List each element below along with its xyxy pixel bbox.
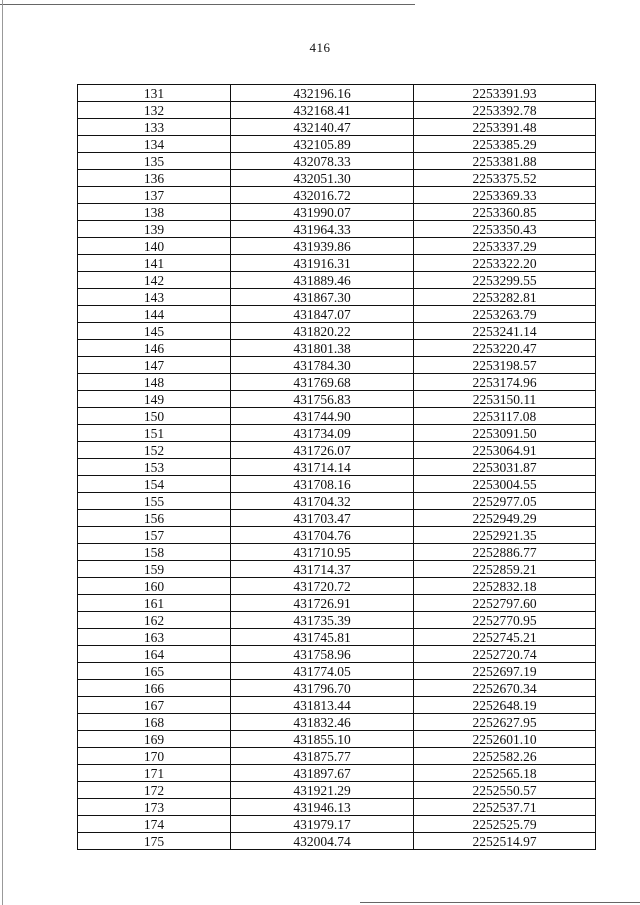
table-row xyxy=(78,442,596,459)
page-number: 416 xyxy=(309,40,331,55)
x-coordinate-cell: 431939.86 xyxy=(231,238,414,255)
y-coordinate-cell: 2253391.93 xyxy=(414,85,596,102)
x-coordinate-cell: 431813.44 xyxy=(231,697,414,714)
x-coordinate-cell: 431726.07 xyxy=(231,442,414,459)
y-coordinate-cell: 2252770.95 xyxy=(414,612,596,629)
y-coordinate-cell: 2253091.50 xyxy=(414,425,596,442)
x-coordinate-cell: 431921.29 xyxy=(231,782,414,799)
x-coordinate-cell: 432078.33 xyxy=(231,153,414,170)
y-coordinate-cell: 2252537.71 xyxy=(414,799,596,816)
table-row xyxy=(78,255,596,272)
point-number-cell: 174 xyxy=(78,816,231,833)
x-coordinate-cell: 431708.16 xyxy=(231,476,414,493)
point-number-cell: 131 xyxy=(78,85,231,102)
point-number-cell: 152 xyxy=(78,442,231,459)
point-number-cell: 165 xyxy=(78,663,231,680)
y-coordinate-cell: 2253004.55 xyxy=(414,476,596,493)
table-row xyxy=(78,323,596,340)
coordinates-table-body xyxy=(78,85,596,850)
x-coordinate-cell: 431726.91 xyxy=(231,595,414,612)
y-coordinate-cell: 2252514.97 xyxy=(414,833,596,850)
table-row xyxy=(78,816,596,833)
table-row xyxy=(78,748,596,765)
table-row xyxy=(78,765,596,782)
point-number-cell: 144 xyxy=(78,306,231,323)
point-number-cell: 160 xyxy=(78,578,231,595)
y-coordinate-cell: 2253241.14 xyxy=(414,323,596,340)
top-border-line xyxy=(0,4,415,5)
bottom-border-line xyxy=(360,902,640,903)
table-row xyxy=(78,493,596,510)
point-number-cell: 138 xyxy=(78,204,231,221)
y-coordinate-cell: 2253385.29 xyxy=(414,136,596,153)
table-row xyxy=(78,476,596,493)
table-row xyxy=(78,289,596,306)
table-row xyxy=(78,85,596,102)
y-coordinate-cell: 2253220.47 xyxy=(414,340,596,357)
point-number-cell: 140 xyxy=(78,238,231,255)
point-number-cell: 141 xyxy=(78,255,231,272)
y-coordinate-cell: 2253282.81 xyxy=(414,289,596,306)
point-number-cell: 147 xyxy=(78,357,231,374)
x-coordinate-cell: 431796.70 xyxy=(231,680,414,697)
x-coordinate-cell: 431990.07 xyxy=(231,204,414,221)
x-coordinate-cell: 431946.13 xyxy=(231,799,414,816)
table-row xyxy=(78,136,596,153)
table-row xyxy=(78,561,596,578)
table-row xyxy=(78,595,596,612)
point-number-cell: 161 xyxy=(78,595,231,612)
y-coordinate-cell: 2252627.95 xyxy=(414,714,596,731)
point-number-cell: 169 xyxy=(78,731,231,748)
point-number-cell: 172 xyxy=(78,782,231,799)
x-coordinate-cell: 432016.72 xyxy=(231,187,414,204)
y-coordinate-cell: 2253150.11 xyxy=(414,391,596,408)
y-coordinate-cell: 2252921.35 xyxy=(414,527,596,544)
y-coordinate-cell: 2253299.55 xyxy=(414,272,596,289)
y-coordinate-cell: 2253392.78 xyxy=(414,102,596,119)
point-number-cell: 133 xyxy=(78,119,231,136)
table-row xyxy=(78,187,596,204)
x-coordinate-cell: 431720.72 xyxy=(231,578,414,595)
x-coordinate-cell: 431704.76 xyxy=(231,527,414,544)
x-coordinate-cell: 431714.37 xyxy=(231,561,414,578)
point-number-cell: 146 xyxy=(78,340,231,357)
x-coordinate-cell: 431897.67 xyxy=(231,765,414,782)
point-number-cell: 139 xyxy=(78,221,231,238)
table-row xyxy=(78,578,596,595)
x-coordinate-cell: 431847.07 xyxy=(231,306,414,323)
y-coordinate-cell: 2253198.57 xyxy=(414,357,596,374)
x-coordinate-cell: 432105.89 xyxy=(231,136,414,153)
x-coordinate-cell: 431801.38 xyxy=(231,340,414,357)
x-coordinate-cell: 431745.81 xyxy=(231,629,414,646)
y-coordinate-cell: 2253375.52 xyxy=(414,170,596,187)
y-coordinate-cell: 2252886.77 xyxy=(414,544,596,561)
y-coordinate-cell: 2252550.57 xyxy=(414,782,596,799)
table-row xyxy=(78,663,596,680)
point-number-cell: 142 xyxy=(78,272,231,289)
table-row xyxy=(78,646,596,663)
x-coordinate-cell: 431875.77 xyxy=(231,748,414,765)
x-coordinate-cell: 431734.09 xyxy=(231,425,414,442)
y-coordinate-cell: 2252582.26 xyxy=(414,748,596,765)
point-number-cell: 173 xyxy=(78,799,231,816)
x-coordinate-cell: 432051.30 xyxy=(231,170,414,187)
y-coordinate-cell: 2253174.96 xyxy=(414,374,596,391)
point-number-cell: 163 xyxy=(78,629,231,646)
point-number-cell: 159 xyxy=(78,561,231,578)
table-row xyxy=(78,425,596,442)
point-number-cell: 135 xyxy=(78,153,231,170)
point-number-cell: 157 xyxy=(78,527,231,544)
x-coordinate-cell: 431979.17 xyxy=(231,816,414,833)
y-coordinate-cell: 2253117.08 xyxy=(414,408,596,425)
table-row xyxy=(78,833,596,850)
table-row xyxy=(78,374,596,391)
y-coordinate-cell: 2253369.33 xyxy=(414,187,596,204)
x-coordinate-cell: 431756.83 xyxy=(231,391,414,408)
point-number-cell: 168 xyxy=(78,714,231,731)
table-row xyxy=(78,510,596,527)
point-number-cell: 132 xyxy=(78,102,231,119)
x-coordinate-cell: 431867.30 xyxy=(231,289,414,306)
y-coordinate-cell: 2252745.21 xyxy=(414,629,596,646)
x-coordinate-cell: 432168.41 xyxy=(231,102,414,119)
table-row xyxy=(78,153,596,170)
table-row xyxy=(78,102,596,119)
table-row xyxy=(78,527,596,544)
y-coordinate-cell: 2253337.29 xyxy=(414,238,596,255)
point-number-cell: 175 xyxy=(78,833,231,850)
point-number-cell: 136 xyxy=(78,170,231,187)
x-coordinate-cell: 431735.39 xyxy=(231,612,414,629)
y-coordinate-cell: 2253381.88 xyxy=(414,153,596,170)
table-row xyxy=(78,204,596,221)
x-coordinate-cell: 431758.96 xyxy=(231,646,414,663)
table-row xyxy=(78,306,596,323)
point-number-cell: 167 xyxy=(78,697,231,714)
point-number-cell: 143 xyxy=(78,289,231,306)
y-coordinate-cell: 2252670.34 xyxy=(414,680,596,697)
point-number-cell: 170 xyxy=(78,748,231,765)
table-row xyxy=(78,408,596,425)
table-row xyxy=(78,459,596,476)
x-coordinate-cell: 431916.31 xyxy=(231,255,414,272)
point-number-cell: 153 xyxy=(78,459,231,476)
point-number-cell: 137 xyxy=(78,187,231,204)
x-coordinate-cell: 432004.74 xyxy=(231,833,414,850)
point-number-cell: 149 xyxy=(78,391,231,408)
point-number-cell: 162 xyxy=(78,612,231,629)
y-coordinate-cell: 2252525.79 xyxy=(414,816,596,833)
x-coordinate-cell: 431704.32 xyxy=(231,493,414,510)
x-coordinate-cell: 432140.47 xyxy=(231,119,414,136)
table-row xyxy=(78,272,596,289)
y-coordinate-cell: 2253391.48 xyxy=(414,119,596,136)
y-coordinate-cell: 2252565.18 xyxy=(414,765,596,782)
y-coordinate-cell: 2253350.43 xyxy=(414,221,596,238)
point-number-cell: 155 xyxy=(78,493,231,510)
table-row xyxy=(78,170,596,187)
x-coordinate-cell: 431714.14 xyxy=(231,459,414,476)
x-coordinate-cell: 431710.95 xyxy=(231,544,414,561)
y-coordinate-cell: 2252832.18 xyxy=(414,578,596,595)
x-coordinate-cell: 431889.46 xyxy=(231,272,414,289)
y-coordinate-cell: 2252797.60 xyxy=(414,595,596,612)
table-row xyxy=(78,782,596,799)
x-coordinate-cell: 432196.16 xyxy=(231,85,414,102)
table-row xyxy=(78,680,596,697)
table-row xyxy=(78,340,596,357)
table-row xyxy=(78,119,596,136)
y-coordinate-cell: 2252648.19 xyxy=(414,697,596,714)
y-coordinate-cell: 2252859.21 xyxy=(414,561,596,578)
table-row xyxy=(78,357,596,374)
table-row xyxy=(78,799,596,816)
table-row xyxy=(78,629,596,646)
x-coordinate-cell: 431964.33 xyxy=(231,221,414,238)
y-coordinate-cell: 2252697.19 xyxy=(414,663,596,680)
y-coordinate-cell: 2252949.29 xyxy=(414,510,596,527)
y-coordinate-cell: 2253263.79 xyxy=(414,306,596,323)
x-coordinate-cell: 431769.68 xyxy=(231,374,414,391)
table-row xyxy=(78,714,596,731)
table-row xyxy=(78,544,596,561)
table-row xyxy=(78,697,596,714)
x-coordinate-cell: 431832.46 xyxy=(231,714,414,731)
x-coordinate-cell: 431703.47 xyxy=(231,510,414,527)
table-row xyxy=(78,731,596,748)
point-number-cell: 148 xyxy=(78,374,231,391)
point-number-cell: 166 xyxy=(78,680,231,697)
table-row xyxy=(78,391,596,408)
y-coordinate-cell: 2253064.91 xyxy=(414,442,596,459)
y-coordinate-cell: 2253031.87 xyxy=(414,459,596,476)
coordinates-table xyxy=(77,84,596,850)
point-number-cell: 151 xyxy=(78,425,231,442)
point-number-cell: 145 xyxy=(78,323,231,340)
table-row xyxy=(78,238,596,255)
x-coordinate-cell: 431774.05 xyxy=(231,663,414,680)
table-row xyxy=(78,221,596,238)
x-coordinate-cell: 431744.90 xyxy=(231,408,414,425)
point-number-cell: 171 xyxy=(78,765,231,782)
point-number-cell: 150 xyxy=(78,408,231,425)
point-number-cell: 158 xyxy=(78,544,231,561)
point-number-cell: 156 xyxy=(78,510,231,527)
point-number-cell: 134 xyxy=(78,136,231,153)
point-number-cell: 154 xyxy=(78,476,231,493)
left-border-line xyxy=(2,0,3,905)
y-coordinate-cell: 2252977.05 xyxy=(414,493,596,510)
y-coordinate-cell: 2252601.10 xyxy=(414,731,596,748)
x-coordinate-cell: 431855.10 xyxy=(231,731,414,748)
x-coordinate-cell: 431820.22 xyxy=(231,323,414,340)
y-coordinate-cell: 2252720.74 xyxy=(414,646,596,663)
point-number-cell: 164 xyxy=(78,646,231,663)
y-coordinate-cell: 2253360.85 xyxy=(414,204,596,221)
x-coordinate-cell: 431784.30 xyxy=(231,357,414,374)
y-coordinate-cell: 2253322.20 xyxy=(414,255,596,272)
table-row xyxy=(78,612,596,629)
